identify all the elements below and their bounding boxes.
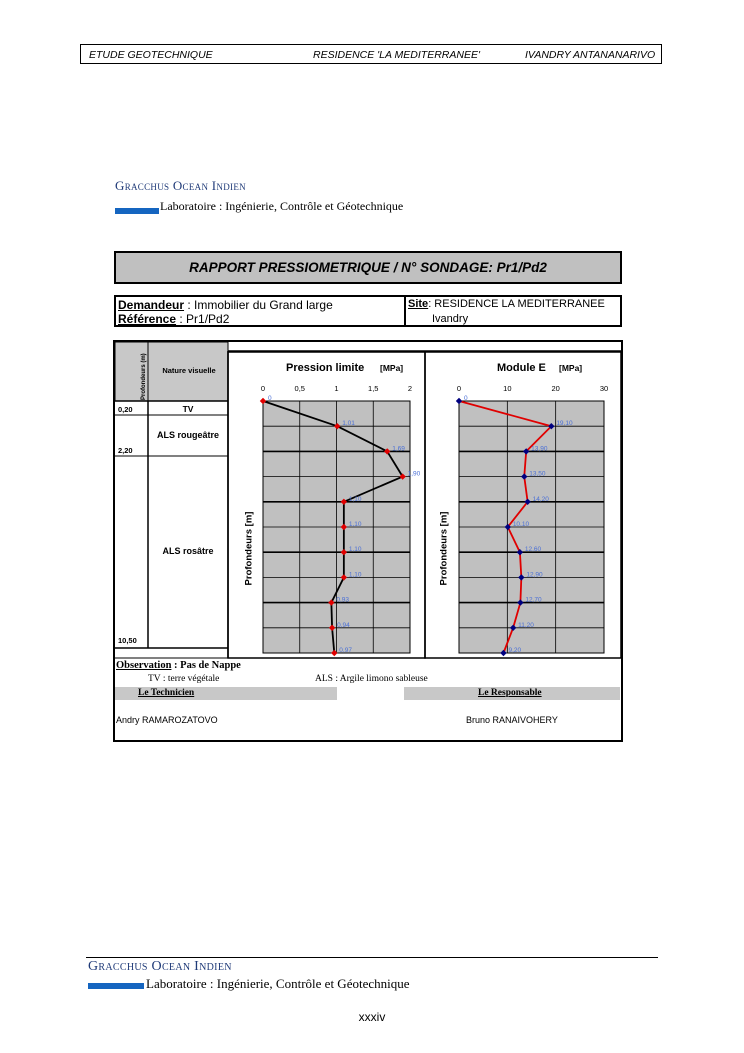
company-logo-name: Gracchus Ocean Indien	[115, 178, 246, 193]
tv-legend: TV : terre végétale	[148, 674, 220, 684]
data-label: 9,20	[508, 647, 522, 654]
data-label: 19,10	[556, 420, 573, 428]
col-depth-label: Profondeurs (m)	[141, 353, 147, 400]
layer-nature: ALS rosâtre	[162, 546, 214, 556]
observation-label: Observation	[116, 660, 172, 671]
data-label: 0	[464, 395, 468, 402]
x-tick-label: 2	[407, 384, 413, 393]
responsable-label: Le Responsable	[478, 688, 542, 698]
data-label: 1,10	[348, 495, 362, 503]
data-label: 14,20	[532, 495, 549, 503]
data-label: 0,94	[337, 621, 350, 629]
pression-limite-chart	[260, 384, 421, 656]
chart-title-pression: Pression limite	[286, 362, 365, 374]
data-label: 1,69	[392, 445, 405, 453]
lab-name: Laboratoire : Ingénierie, Contrôle et Géotechnique	[160, 199, 404, 213]
data-label: 12,60	[524, 546, 542, 554]
data-label: 13,50	[529, 470, 546, 478]
x-tick-label: 20	[551, 384, 560, 393]
data-label: 1,10	[348, 571, 362, 579]
footer-company-name: Gracchus Ocean Indien	[88, 959, 232, 974]
layer-depth: 0,20	[118, 405, 133, 414]
data-label: 12,70	[525, 596, 542, 604]
layer-depth: 10,50	[118, 636, 137, 645]
data-label: 0	[268, 395, 272, 402]
technicien-name: Andry RAMAROZATOVO	[116, 715, 218, 725]
footer-lab-name: Laboratoire : Ingénierie, Contrôle et Géotechnique	[146, 976, 410, 991]
page-number: xxxiv	[358, 1010, 386, 1024]
x-tick-label: 0,5	[294, 384, 305, 393]
data-label: 1,90	[407, 470, 421, 478]
header-right: IVANDRY ANTANANARIVO	[525, 49, 656, 61]
site-value: : RESIDENCE LA MEDITERRANEE	[428, 298, 605, 310]
footer-rule	[86, 957, 658, 958]
chart-unit-pression: [MPa]	[380, 363, 404, 373]
x-tick-label: 0	[456, 384, 462, 393]
layer-nature: ALS rougeâtre	[156, 430, 219, 440]
data-label: 12,90	[526, 571, 543, 579]
data-label: 13,90	[531, 445, 548, 453]
col-nature-label: Nature visuelle	[162, 366, 216, 375]
y-axis-label-module: Profondeurs [m]	[438, 511, 450, 586]
chart-unit-module: [MPa]	[559, 363, 583, 373]
report-title: RAPPORT PRESSIOMETRIQUE / N° SONDAGE: Pr1/Pd2	[114, 251, 622, 284]
layer-depth: 2,20	[118, 446, 133, 455]
als-legend: ALS : Argile limono sableuse	[315, 674, 428, 684]
chart-title-module: Module E	[497, 362, 546, 374]
data-label: 1,10	[348, 521, 362, 528]
site-value-2: Ivandry	[432, 313, 469, 325]
header-center: RESIDENCE 'LA MEDITERRANEE'	[313, 49, 480, 61]
data-label: 1,10	[348, 546, 362, 554]
observation-value: : Pas de Nappe	[171, 660, 241, 671]
data-label: 0,93	[336, 596, 350, 604]
data-label: 11,20	[518, 621, 534, 629]
site-label: Site	[408, 298, 429, 310]
header-left: ETUDE GEOTECHNIQUE	[89, 49, 213, 61]
x-tick-label: 0	[260, 384, 266, 393]
footer-logo-bar	[88, 983, 144, 989]
x-tick-label: 1	[334, 384, 339, 393]
y-axis-label-pression: Profondeurs [m]	[243, 511, 255, 586]
technicien-label: Le Technicien	[138, 688, 195, 698]
layer-nature: TV	[182, 404, 194, 414]
module-e-chart	[456, 384, 608, 656]
x-tick-label: 30	[599, 384, 609, 393]
demandeur-value: : Immobilier du Grand large	[184, 298, 333, 312]
x-tick-label: 10	[503, 384, 512, 393]
data-label: 1,01	[342, 420, 355, 428]
reference-label: Référence	[118, 312, 177, 326]
x-tick-label: 1,5	[368, 384, 379, 393]
responsable-name: Bruno RANAIVOHERY	[466, 715, 558, 725]
data-label: 0,97	[339, 647, 352, 654]
reference-value: : Pr1/Pd2	[176, 312, 230, 326]
demandeur-label: Demandeur	[118, 298, 185, 312]
data-label: 10,10	[512, 521, 530, 528]
